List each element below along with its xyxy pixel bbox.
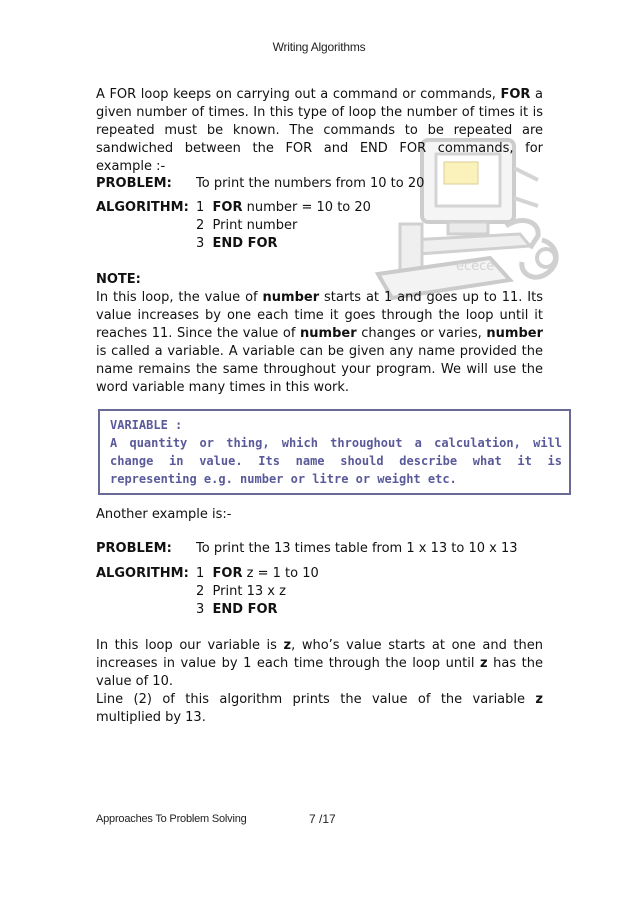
step-text: z = 1 to 10 — [242, 566, 319, 581]
intro-paragraph — [96, 86, 543, 176]
step-text: Print number — [212, 218, 298, 233]
closing-text: has the value of 10. — [96, 656, 543, 689]
step-number: 2 — [196, 218, 205, 233]
note-text: starts at 1 and goes up to 11. Its value increases by one each time it goes through the loop until it reaches 11. Since the value of — [96, 290, 543, 341]
algorithm-step — [196, 235, 278, 253]
problem-label: PROBLEM: — [96, 541, 172, 556]
note-text: changes or varies, — [356, 326, 487, 341]
problem-text: To print the numbers from 10 to 20 — [196, 176, 425, 191]
problem-label: PROBLEM: — [96, 176, 172, 191]
variable-name: z — [283, 638, 292, 653]
step-text: Print 13 x z — [212, 584, 286, 599]
step-number: 1 — [196, 200, 205, 215]
note-heading: NOTE: — [96, 272, 141, 287]
step-keyword: END FOR — [212, 236, 278, 251]
variable-box-text: A quantity or thing, which throughout a calculation, will change in value. Its name should describe what it is representing e.g. number or litre or weight etc. — [110, 436, 562, 486]
intro-text-rest: a given number of times. In this type of loop the number of times it is repeated must be known. The commands to be repeated are sandwiched between the FOR and END FOR commands, for example :- — [96, 87, 543, 174]
note-text: In this loop, the value of — [96, 290, 263, 305]
svg-text:ecece: ecece — [456, 259, 495, 274]
algorithm-step — [196, 199, 371, 217]
variable-name: z — [535, 692, 543, 707]
variable-box-title: VARIABLE : — [110, 418, 183, 432]
closing-text: Line (2) of this algorithm prints the value of the variable — [96, 692, 536, 707]
footer-title: Approaches To Problem Solving — [96, 813, 247, 825]
note-paragraph — [96, 289, 543, 397]
variable-name: number — [300, 326, 357, 341]
closing-text: , who’s value starts at one and then increases in value by 1 each time through the loop until — [96, 638, 544, 671]
step-number: 1 — [196, 566, 205, 581]
closing-paragraph — [96, 637, 543, 727]
algorithm-step — [196, 583, 286, 601]
algorithm-step — [196, 565, 319, 583]
another-example-label: Another example is:- — [96, 507, 232, 522]
problem-text: To print the 13 times table from 1 x 13 to 10 x 13 — [196, 541, 518, 556]
step-keyword: FOR — [212, 566, 243, 581]
step-number: 3 — [196, 602, 205, 617]
page-header: Writing Algorithms — [272, 40, 366, 54]
page-number: 7 /17 — [309, 812, 336, 826]
step-keyword: FOR — [212, 200, 243, 215]
step-text: number = 10 to 20 — [242, 200, 371, 215]
closing-text: In this loop our variable is — [96, 638, 284, 653]
variable-name: z — [479, 656, 488, 671]
variable-name: number — [262, 290, 320, 305]
algorithm-step — [196, 217, 297, 235]
closing-text: multiplied by 13. — [96, 710, 206, 725]
step-number: 2 — [196, 584, 205, 599]
variable-name: number — [486, 326, 543, 341]
step-number: 3 — [196, 236, 205, 251]
intro-text: A FOR loop keeps on carrying out a command or commands, — [96, 87, 501, 102]
algorithm-label: ALGORITHM: — [96, 566, 189, 581]
algorithm-label: ALGORITHM: — [96, 200, 189, 215]
note-text: is called a variable. A variable can be given any name provided the name remains the same throughout your program. We will use the word variable many times in this work. — [96, 344, 543, 395]
algorithm-step — [196, 601, 278, 619]
step-keyword: END FOR — [212, 602, 278, 617]
intro-keyword: FOR — [500, 87, 531, 102]
